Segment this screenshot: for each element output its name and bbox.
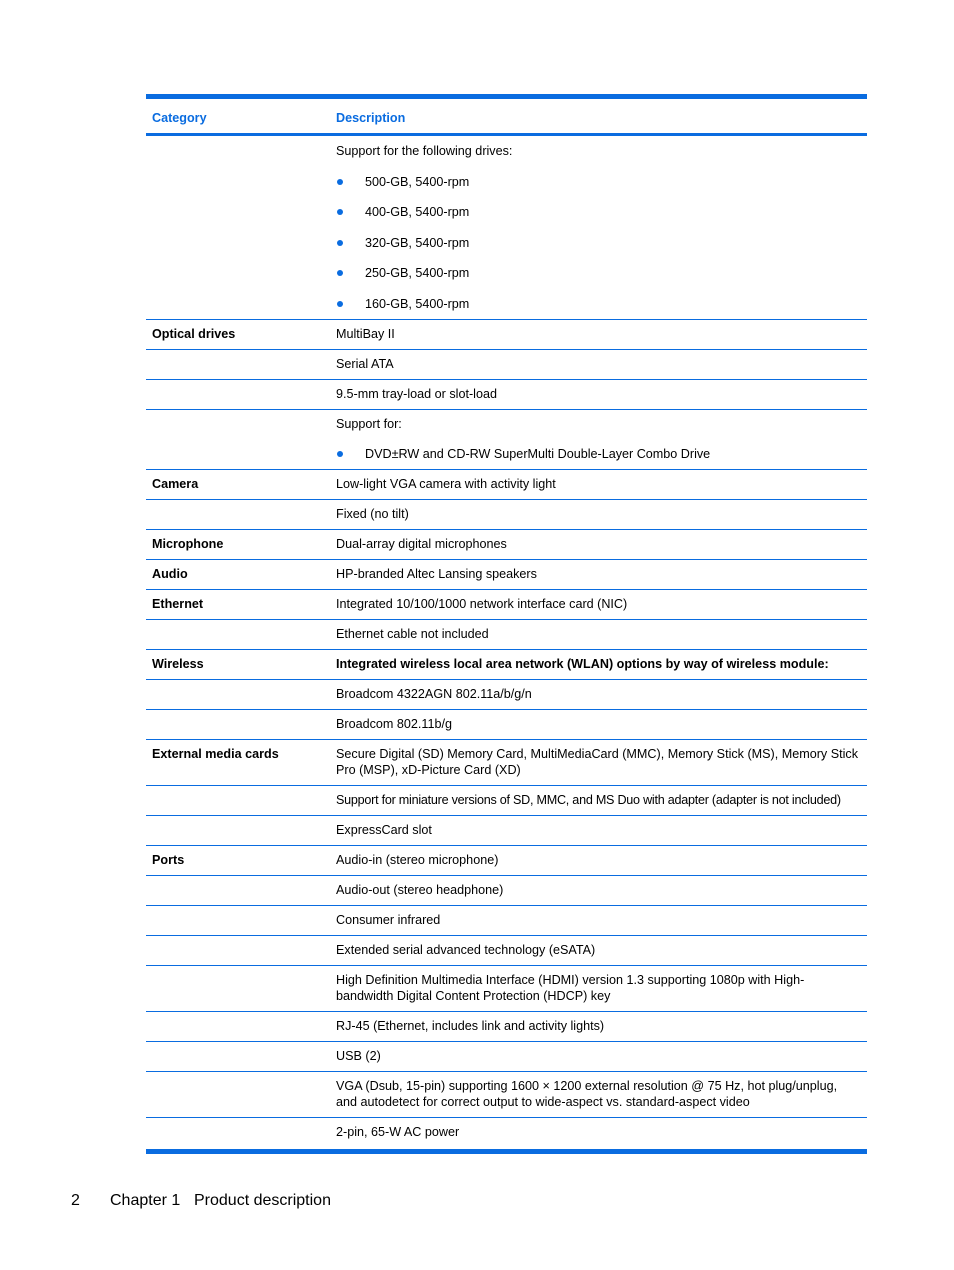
description-cell: ExpressCard slot: [330, 816, 867, 846]
optical-support-intro: Support for:: [336, 416, 402, 431]
table-row: [146, 936, 867, 966]
category-cell: [146, 906, 330, 936]
category-cell: [146, 680, 330, 710]
table-row: [146, 846, 867, 876]
category-cell: [146, 816, 330, 846]
table-row: [146, 1072, 867, 1118]
description-cell: VGA (Dsub, 15-pin) supporting 1600 × 1200 external resolution @ 75 Hz, hot plug/unplug, and autodetect for correct output to wide-aspect vs. standard-aspect video: [330, 1072, 867, 1118]
table-row: [146, 590, 867, 620]
description-cell: Broadcom 802.11b/g: [330, 710, 867, 740]
table-row: [146, 470, 867, 500]
table-row: [146, 876, 867, 906]
category-cell: Camera: [146, 470, 330, 500]
list-item: [336, 265, 861, 281]
description-cell: Audio-out (stereo headphone): [330, 876, 867, 906]
table-row: [146, 1042, 867, 1072]
description-cell: Support for miniature versions of SD, MMC, and MS Duo with adapter (adapter is not included): [330, 786, 867, 816]
bullet-icon: [337, 179, 343, 185]
table-row: [146, 816, 867, 846]
table-row: [146, 650, 867, 680]
table-row: [146, 786, 867, 816]
category-cell: [146, 1042, 330, 1072]
category-cell: [146, 500, 330, 530]
category-cell: [146, 349, 330, 379]
description-cell: 9.5-mm tray-load or slot-load: [330, 379, 867, 409]
description-cell: Audio-in (stereo microphone): [330, 846, 867, 876]
description-cell: Dual-array digital microphones: [330, 530, 867, 560]
bullet-icon: [337, 451, 343, 457]
spec-table: [146, 94, 867, 1154]
table-row: [146, 409, 867, 470]
description-cell: Fixed (no tilt): [330, 500, 867, 530]
table-row: [146, 1012, 867, 1042]
description-cell: 2-pin, 65-W AC power: [330, 1118, 867, 1152]
list-item: [336, 204, 861, 220]
bullet-icon: [337, 240, 343, 246]
table-row: [146, 906, 867, 936]
list-item-text: 250-GB, 5400-rpm: [365, 266, 470, 280]
chapter-title: Product description: [194, 1192, 331, 1209]
bullet-icon: [337, 209, 343, 215]
category-cell: [146, 1012, 330, 1042]
table-row: [146, 966, 867, 1012]
list-item: [336, 174, 861, 190]
table-row: [146, 620, 867, 650]
table-row: [146, 319, 867, 349]
category-cell: [146, 1072, 330, 1118]
description-cell: [330, 135, 867, 320]
category-cell: [146, 876, 330, 906]
drive-list: [336, 174, 861, 312]
category-cell: Optical drives: [146, 319, 330, 349]
table-row: [146, 1118, 867, 1152]
category-cell: Microphone: [146, 530, 330, 560]
table-header-row: [146, 97, 867, 135]
table-row: [146, 560, 867, 590]
bullet-icon: [337, 270, 343, 276]
category-cell: Wireless: [146, 650, 330, 680]
table-row: [146, 349, 867, 379]
list-item-text: DVD±RW and CD-RW SuperMulti Double-Layer Combo Drive: [365, 447, 711, 461]
optical-support-list: [336, 446, 861, 462]
list-item-text: 160-GB, 5400-rpm: [365, 296, 470, 311]
list-item: [336, 296, 861, 312]
description-cell: Consumer infrared: [330, 906, 867, 936]
description-cell: Integrated wireless local area network (WLAN) options by way of wireless module:: [330, 650, 867, 680]
list-item: [336, 446, 861, 462]
description-cell: Extended serial advanced technology (eSATA): [330, 936, 867, 966]
category-cell: Ports: [146, 846, 330, 876]
category-cell: [146, 1118, 330, 1152]
category-cell: [146, 620, 330, 650]
table-row: [146, 530, 867, 560]
description-cell: MultiBay II: [330, 319, 867, 349]
drive-support-intro: Support for the following drives:: [336, 144, 513, 158]
description-cell: Low-light VGA camera with activity light: [330, 470, 867, 500]
table-row: [146, 710, 867, 740]
list-item: [336, 235, 861, 251]
list-item-text: 400-GB, 5400-rpm: [365, 205, 470, 219]
table-row: [146, 135, 867, 320]
page-number: 2: [71, 1192, 80, 1209]
category-cell: Ethernet: [146, 590, 330, 620]
bullet-icon: [337, 301, 343, 307]
description-cell: Serial ATA: [330, 349, 867, 379]
page-footer: [71, 1192, 331, 1210]
category-cell: [146, 409, 330, 470]
category-cell: [146, 936, 330, 966]
category-cell: External media cards: [146, 740, 330, 786]
category-cell: [146, 379, 330, 409]
chapter-label: Chapter 1: [110, 1192, 181, 1209]
table-row: [146, 680, 867, 710]
category-cell: Audio: [146, 560, 330, 590]
description-cell: Secure Digital (SD) Memory Card, MultiMediaCard (MMC), Memory Stick (MS), Memory Stick Pro (MSP), xD-Picture Card (XD): [330, 740, 867, 786]
category-cell: [146, 786, 330, 816]
description-cell: RJ-45 (Ethernet, includes link and activity lights): [330, 1012, 867, 1042]
description-cell: High Definition Multimedia Interface (HDMI) version 1.3 supporting 1080p with High-bandwidth Digital Content Protection (HDCP) key: [330, 966, 867, 1012]
category-cell: [146, 710, 330, 740]
column-header-description: Description: [330, 97, 867, 135]
description-cell: HP-branded Altec Lansing speakers: [330, 560, 867, 590]
list-item-text: 320-GB, 5400-rpm: [365, 235, 470, 250]
table-row: [146, 740, 867, 786]
list-item-text: 500-GB, 5400-rpm: [365, 174, 470, 189]
description-cell: Broadcom 4322AGN 802.11a/b/g/n: [330, 680, 867, 710]
table-row: [146, 379, 867, 409]
description-cell: [330, 409, 867, 470]
description-cell: Integrated 10/100/1000 network interface card (NIC): [330, 590, 867, 620]
description-cell: Ethernet cable not included: [330, 620, 867, 650]
category-cell: [146, 135, 330, 320]
description-cell: USB (2): [330, 1042, 867, 1072]
table-row: [146, 500, 867, 530]
category-cell: [146, 966, 330, 1012]
column-header-category: Category: [146, 97, 330, 135]
